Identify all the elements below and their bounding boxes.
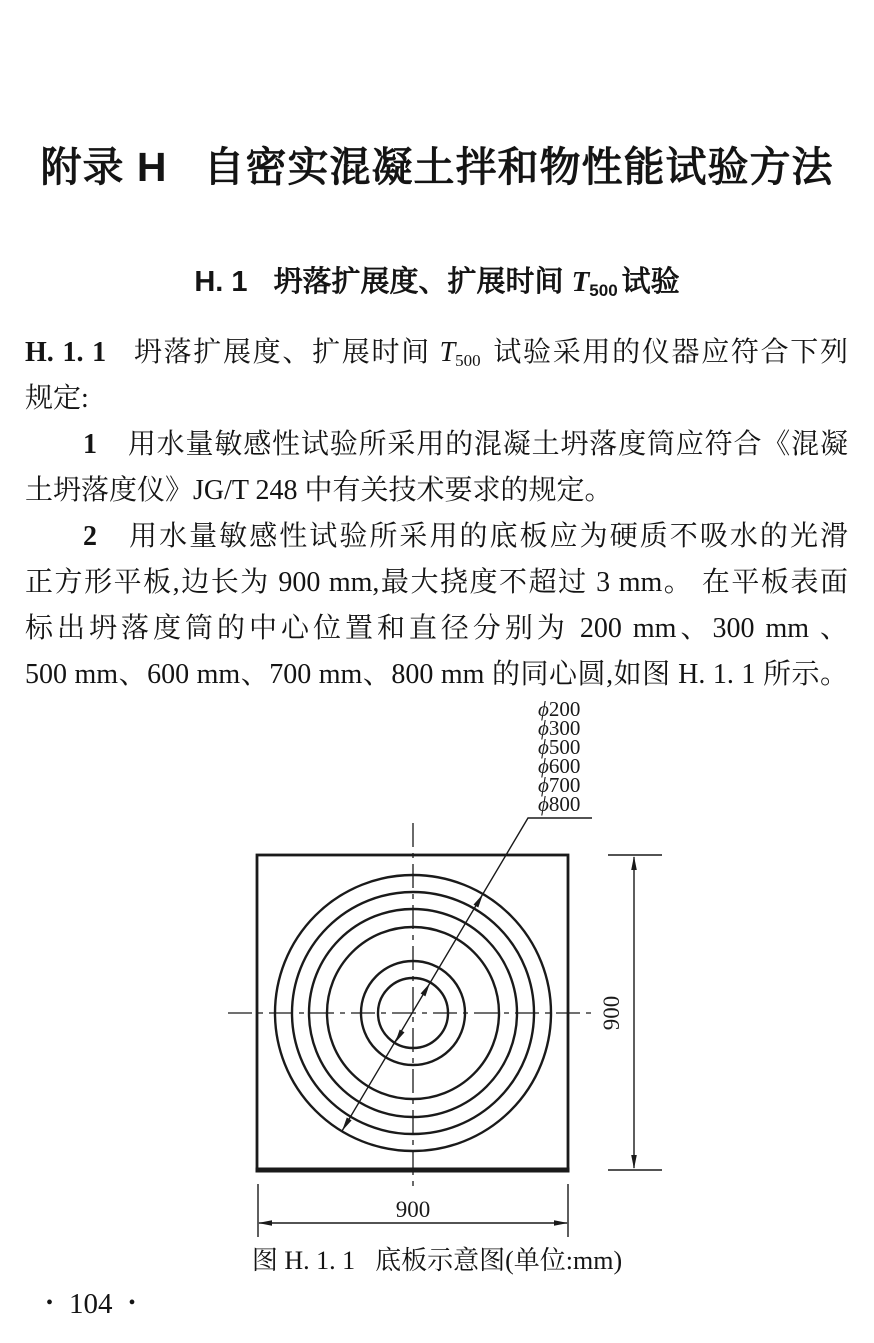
diameter-label-500: ϕ500: [538, 735, 581, 759]
arrowhead-outer-lower: [342, 1118, 352, 1132]
figure-caption-text: 底板示意图(单位:mm): [375, 1246, 623, 1275]
clause-line-1: [25, 330, 848, 376]
arrowhead-inner-lower: [395, 1030, 405, 1044]
diameter-label-700: ϕ700: [538, 773, 581, 797]
section-heading: [0, 262, 874, 302]
arrowhead-outer-upper: [474, 894, 484, 908]
appendix-label: 附录 H: [40, 144, 168, 190]
diameter-label-600: ϕ600: [538, 754, 581, 778]
item1-line-1: [25, 422, 848, 468]
figure-caption: [0, 1243, 874, 1279]
item1-number: 1: [83, 429, 97, 460]
clause-line-2: [25, 376, 848, 422]
footer-left-bullet: •: [46, 1292, 54, 1314]
body-text: [25, 330, 848, 698]
diameter-label-800: ϕ800: [538, 792, 581, 816]
t500-subscript: 500: [455, 351, 481, 370]
arrowhead-dim-right: [554, 1220, 568, 1226]
height-dim-label: 900: [599, 995, 624, 1031]
footer-right-bullet: •: [128, 1292, 136, 1314]
item2-text: 标出坍落度筒的中心位置和直径分别为 200 mm、300 mm 、: [25, 613, 848, 644]
base-plate-diagram: [150, 690, 700, 1250]
figure-caption-label: 图 H. 1. 1: [251, 1246, 356, 1275]
item2-line-1: [25, 514, 848, 560]
item2-text: 正方形平板,边长为 900 mm,最大挠度不超过 3 mm。 在平板表面: [25, 567, 848, 598]
page-number: 104: [69, 1288, 113, 1320]
item2-text: 500 mm、600 mm、700 mm、800 mm 的同心圆,如图 H. 1. 1 所示。: [25, 659, 848, 690]
arrowhead-inner-upper: [421, 983, 430, 996]
appendix-title: [0, 140, 874, 194]
figure-base-plate: [150, 690, 700, 1250]
arrowhead-dim-down: [631, 1155, 637, 1169]
clause-text: 坍落扩展度、扩展时间: [132, 337, 431, 368]
t500-symbol: T: [439, 337, 456, 368]
section-title-text: 坍落扩展度、扩展时间: [273, 266, 564, 298]
clause-text: 试验采用的仪器应符合下列: [493, 337, 849, 368]
item1-text: 用水量敏感性试验所采用的混凝土坍落度筒应符合《混凝: [127, 429, 848, 460]
page-footer: [46, 1285, 136, 1322]
item2-text: 用水量敏感性试验所采用的底板应为硬质不吸水的光滑: [127, 521, 848, 552]
item1-line-2: [25, 468, 848, 514]
diameter-label-300: ϕ300: [538, 716, 581, 740]
item2-line-3: [25, 606, 848, 652]
t500-symbol: T: [571, 266, 590, 298]
appendix-title-text: 自密实混凝土拌和物性能试验方法: [203, 144, 834, 190]
arrowhead-dim-left: [258, 1220, 272, 1226]
clause-text: 规定:: [25, 383, 89, 414]
diameter-label-200: ϕ200: [538, 697, 581, 721]
width-dim-label: 900: [395, 1197, 431, 1222]
clause-label: H. 1. 1: [25, 337, 107, 368]
arrowhead-dim-up: [631, 856, 637, 870]
section-title-tail: 试验: [621, 266, 680, 298]
item2-number: 2: [83, 521, 97, 552]
t500-subscript: 500: [589, 281, 618, 300]
section-number: H. 1: [194, 266, 248, 298]
item1-text: 土坍落度仪》JG/T 248 中有关技术要求的规定。: [25, 475, 613, 506]
item2-line-2: [25, 560, 848, 606]
